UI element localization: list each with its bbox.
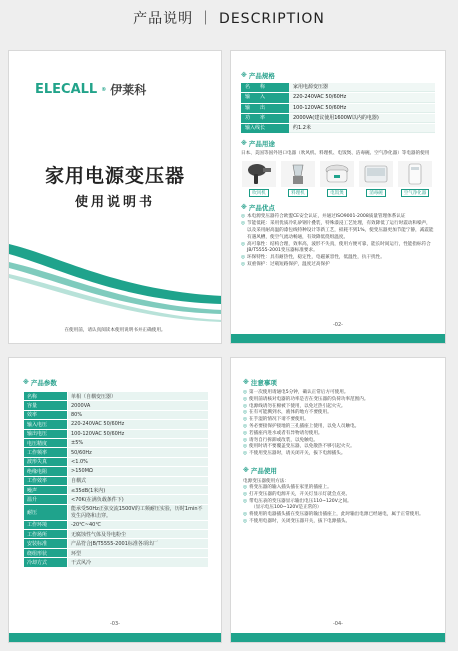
list-item: ◎ 将使用的电器插头插在变压器的输出插座上，此时输出电源已经通电，属于正常使用。	[243, 512, 424, 518]
spec-page	[230, 50, 446, 344]
table-row: 耐压 能承受50Hz正弦交流1500V的工频耐压实验，历时1min不发生闪络和击穿。	[24, 504, 209, 520]
footer-bar	[231, 633, 445, 642]
list-item: ◎ 将变压器的输入插头插在家里的插座上。	[243, 484, 332, 490]
decorative-swoosh	[9, 236, 222, 336]
list-item: ◎ 节能低耗：采用优质冷轧矽钢片叠装，特殊漆浸工艺处理，有效降低了运行时震动和噪声，以及采用耐高温的漆包线特种设计等新工艺，损耗不到1%，使变压器更加节能宁静，减震能有遇风槽，使空气流动畅通，有效降低绕组温度。	[241, 221, 434, 240]
logo-cn: 伊莱科	[110, 83, 147, 97]
use-item: 空气净化器	[397, 161, 433, 197]
logo-registered-mark: ®	[101, 86, 107, 93]
air-purifier-icon	[398, 161, 432, 187]
dish-sterilizer-icon	[359, 161, 393, 187]
spec-row: 输 入 220-240VAC 50/60Hz	[241, 93, 435, 102]
table-row: 电压精度 ±5%	[24, 438, 209, 447]
list-item: ◎ 高可靠性：结构合理，效率高，波形不失真，使用方便可靠，能长时间运行，性能指标符合JB/T5555-2001变压器标准要求。	[241, 241, 431, 254]
notes-section-title: ※ 注意事项	[243, 379, 277, 387]
footer-bar	[231, 334, 445, 343]
cover-subtitle: 使用说明书	[74, 195, 155, 210]
table-row: 绝缘电阻 >150MΩ	[24, 467, 209, 476]
spec-row: 输 出 100-120VAC 50/60Hz	[241, 104, 435, 113]
list-item: ◎ 在有可能溅到水，液体的地方不要使用。	[243, 410, 332, 416]
use-item: 电饭煲	[319, 161, 355, 197]
params-table	[23, 391, 209, 568]
list-item: ◎ 双重保护：过载短路保护，温度过高保护	[241, 262, 330, 268]
list-item: ◎ 不使用电器时，关闭变压器开关，拔下电源插头。	[243, 518, 351, 524]
list-item: ◎ 带电压表的变压器显示输出电压110~120V之间。	[243, 498, 352, 504]
spec-section-title: ※ 产品规格	[241, 72, 275, 80]
list-item: ◎ 务必要接保护接地的三孔插座上使用，以免人员触电。	[243, 423, 360, 429]
spec-row: 名 称 家用电源变压器	[241, 83, 435, 92]
cover-page	[8, 50, 222, 344]
blender-icon	[281, 161, 315, 187]
brand-logo	[35, 81, 146, 98]
usage-list	[243, 485, 433, 526]
spec-row: 功 率 2000VA(建议使用1600W以内的电器)	[241, 114, 435, 123]
table-row: 效率 80%	[24, 410, 209, 419]
params-section-title: ※ 产品参数	[23, 379, 57, 387]
table-row: 名称 单相（自耦变压器）	[24, 392, 209, 401]
list-item: ◎ 电源线请勿在棉被下使用，以免过热引起火灾。	[243, 403, 346, 409]
table-row: 工作频率 50/60Hz	[24, 448, 209, 457]
list-item: ◎ 使用前请核对电器的功率是否在变压器的负荷功率范围内。	[243, 396, 369, 402]
table-row: 安装标准 产品符合JB/T5555-2001标准各项出厂	[24, 539, 209, 548]
cover-title: 家用电源变压器	[44, 165, 185, 187]
page-number: -04-	[333, 621, 343, 627]
list-item: ◎ 本电源变压器符合欧盟CE安全认证，并通过ISO9001-2008质量管理体系认证	[241, 214, 406, 220]
page-header-title: 产品说明 ｜ DESCRIPTION	[133, 11, 325, 27]
table-row: 输入电压 220-240VAC 50/60Hz	[24, 420, 209, 429]
list-item: ◎ 环保特性：具有耐热性，稳定性，电磁兼容性，低温性，抗干扰性。	[241, 255, 385, 261]
list-item: ◎ 使用时请不要覆盖变压器，以免散热不够引起火灾。	[243, 444, 355, 450]
use-item: 吹风机	[241, 161, 277, 197]
adv-section-title: ※ 产品优点	[241, 204, 275, 213]
list-item: ◎ 不使用变压器时，请关闭开关，拔下电源插头。	[243, 451, 346, 457]
use-item: 料理机	[280, 161, 316, 197]
adv-list	[241, 214, 435, 268]
table-row: 噪声 ≤35dB(1米内)	[24, 485, 209, 494]
logo-en: ELECALL	[35, 82, 98, 97]
table-row: 工作场所 无腐蚀性气体及导电粉尘	[24, 530, 209, 539]
list-item: ◎ 打开变压器的电源开关，开关灯显示灯就会点亮。	[243, 491, 351, 497]
table-row: 绕组形状 环型	[24, 548, 209, 557]
notes-page	[230, 357, 446, 643]
footer-bar	[9, 633, 221, 642]
table-row: 温升 <70K(在满负载条件下)	[24, 495, 209, 504]
page-number: -02-	[333, 322, 343, 328]
use-text: 日本、美国等国外进口电器（吹风机、料理机、电饭煲、洁毒碗、空气净化器）等电器的使用	[241, 151, 430, 157]
usage-section-title: ※ 产品使用	[243, 466, 277, 475]
rice-cooker-icon	[320, 161, 354, 187]
use-gallery	[241, 161, 435, 197]
spec-row: 输入线长 约1.2米	[241, 124, 435, 133]
table-row: 工作效率 自耦式	[24, 476, 209, 485]
hair-dryer-icon	[242, 161, 276, 187]
table-row: 冷却方式 干式风冷	[24, 558, 209, 567]
usage-intro: 电源变压器使用方法：	[243, 478, 289, 484]
use-item: 消毒碗	[358, 161, 394, 197]
table-row: 波形失真 <1.0%	[24, 457, 209, 466]
list-item: ◎ 请勿自行拆卸或改装，以免触电。	[243, 437, 318, 443]
list-item: ◎ 在手湿的情况下请不要使用。	[243, 417, 309, 423]
notes-list	[243, 390, 433, 458]
list-item: ◎ 第一次使用请通电5分钟，确认正常后方可使用。	[243, 390, 349, 395]
table-row: 容量 2000VA	[24, 401, 209, 410]
cover-notice: 在使用前，请认真阅读本使用说明书并正确使用。	[64, 328, 166, 333]
use-section-title: ※ 产品用途	[241, 140, 275, 149]
page-number: -03-	[110, 621, 120, 627]
table-row: 工作环境 -20℃~40℃	[24, 520, 209, 529]
table-row: 输出电压 100-120VAC 50/60Hz	[24, 429, 209, 438]
list-item: （显示电压100~120V是正常的）	[251, 505, 322, 511]
list-item: ◎ 若插座内进水或者有异物请勿使用。	[243, 430, 323, 436]
spec-table	[241, 83, 435, 133]
params-page	[8, 357, 222, 643]
